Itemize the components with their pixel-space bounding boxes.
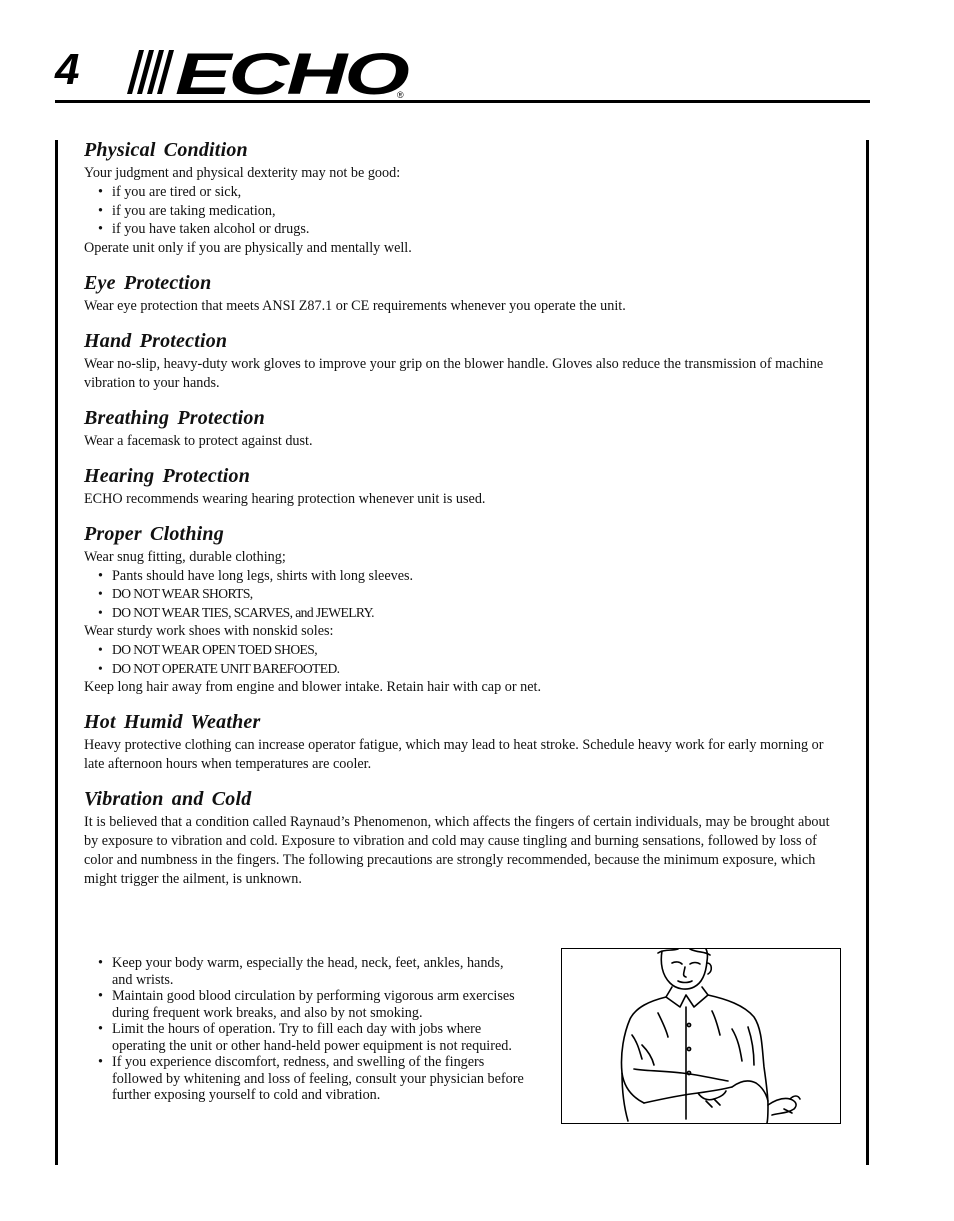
section-text: Operate unit only if you are physically and mentally well.	[84, 239, 412, 256]
section-text: Wear eye protection that meets ANSI Z87.1 or CE requirements whenever you operate the unit.	[84, 297, 626, 314]
section-hearing-protection	[84, 464, 844, 509]
section-breathing-protection	[84, 406, 844, 451]
left-margin-rule	[55, 140, 58, 1165]
bullet-list	[84, 641, 844, 678]
section-title: Proper Clothing	[84, 522, 224, 545]
echo-logo	[117, 44, 417, 100]
list-item: • Keep your body warm, especially the head, neck, feet, ankles, hands, and wrists.	[84, 955, 524, 988]
list-item: • If you experience discomfort, redness, and swelling of the fingers followed by whitening and loss of feeling, consult your physician before further exposing yourself to cold and vibration.	[84, 1054, 524, 1104]
list-item: • Maintain good blood circulation by performing vigorous arm exercises during frequent work breaks, and also by not smoking.	[84, 988, 524, 1021]
list-item: • DO NOT OPERATE UNIT BAREFOOTED.	[84, 660, 844, 679]
section-physical-condition	[84, 138, 844, 258]
list-item: • Pants should have long legs, shirts with long sleeves.	[84, 567, 844, 586]
list-item: • DO NOT WEAR TIES, SCARVES, and JEWELRY.	[84, 604, 844, 623]
right-margin-rule	[866, 140, 869, 1165]
list-item: • Limit the hours of operation. Try to fill each day with jobs where operating the unit or other hand-held power equipment is not required.	[84, 1021, 524, 1054]
list-item: • DO NOT WEAR OPEN TOED SHOES,	[84, 641, 844, 660]
section-vibration-and-cold	[84, 787, 844, 889]
safety-content	[84, 138, 844, 902]
section-hot-humid-weather	[84, 710, 844, 774]
cold-hands-illustration	[561, 948, 841, 1124]
section-title: Breathing Protection	[84, 406, 265, 429]
page-number: 4	[55, 45, 80, 94]
list-item: • if you are taking medication,	[84, 202, 844, 221]
precaution-list	[84, 955, 524, 1104]
section-eye-protection	[84, 271, 844, 316]
man-rubbing-hands-drawing	[562, 949, 840, 1123]
section-title: Hot Humid Weather	[84, 711, 261, 733]
section-text: Wear no-slip, heavy-duty work gloves to improve your grip on the blower handle. Gloves also reduce the transmission of machine vibration to your hands.	[84, 355, 824, 391]
section-title: Physical Condition	[84, 139, 248, 161]
section-text: It is believed that a condition called Raynaud’s Phenomenon, which affects the fingers of certain individuals, may be brought about by exposure to vibration and cold. Exposure to vibration and cold may cause tingling and burning sensations, followed by loss of color and numbness in the fingers. The following precautions are strongly recommended, because the minimum exposure, which might trigger the ailment, is unknown.	[84, 814, 830, 887]
list-item: • if you are tired or sick,	[84, 183, 844, 202]
precautions-block	[84, 955, 844, 1130]
registered-mark: ®	[397, 90, 404, 100]
bullet-list	[84, 567, 844, 623]
section-text: ECHO recommends wearing hearing protection whenever unit is used.	[84, 490, 486, 507]
list-item: • DO NOT WEAR SHORTS,	[84, 585, 844, 604]
section-title: Hearing Protection	[84, 464, 251, 487]
section-text: Wear a facemask to protect against dust.	[84, 432, 313, 449]
header-rule	[55, 100, 870, 103]
section-text: Keep long hair away from engine and blower intake. Retain hair with cap or net.	[84, 679, 541, 695]
page-header	[55, 42, 870, 104]
section-title: Hand Protection	[84, 329, 228, 352]
section-text: Wear snug fitting, durable clothing;	[84, 548, 286, 565]
section-hand-protection	[84, 329, 844, 393]
section-text: Wear sturdy work shoes with nonskid soles:	[84, 623, 334, 639]
section-proper-clothing	[84, 522, 844, 698]
list-item: • if you have taken alcohol or drugs.	[84, 220, 844, 239]
section-text: Your judgment and physical dexterity may not be good:	[84, 165, 401, 181]
section-title: Vibration and Cold	[84, 788, 252, 810]
section-text: Heavy protective clothing can increase operator fatigue, which may lead to heat stroke. Schedule heavy work for early morning or late afternoon hours when temperatures are cooler.	[84, 737, 824, 772]
brand-wordmark: ECHO	[175, 44, 410, 100]
bullet-list	[84, 183, 844, 239]
section-title: Eye Protection	[84, 271, 212, 294]
